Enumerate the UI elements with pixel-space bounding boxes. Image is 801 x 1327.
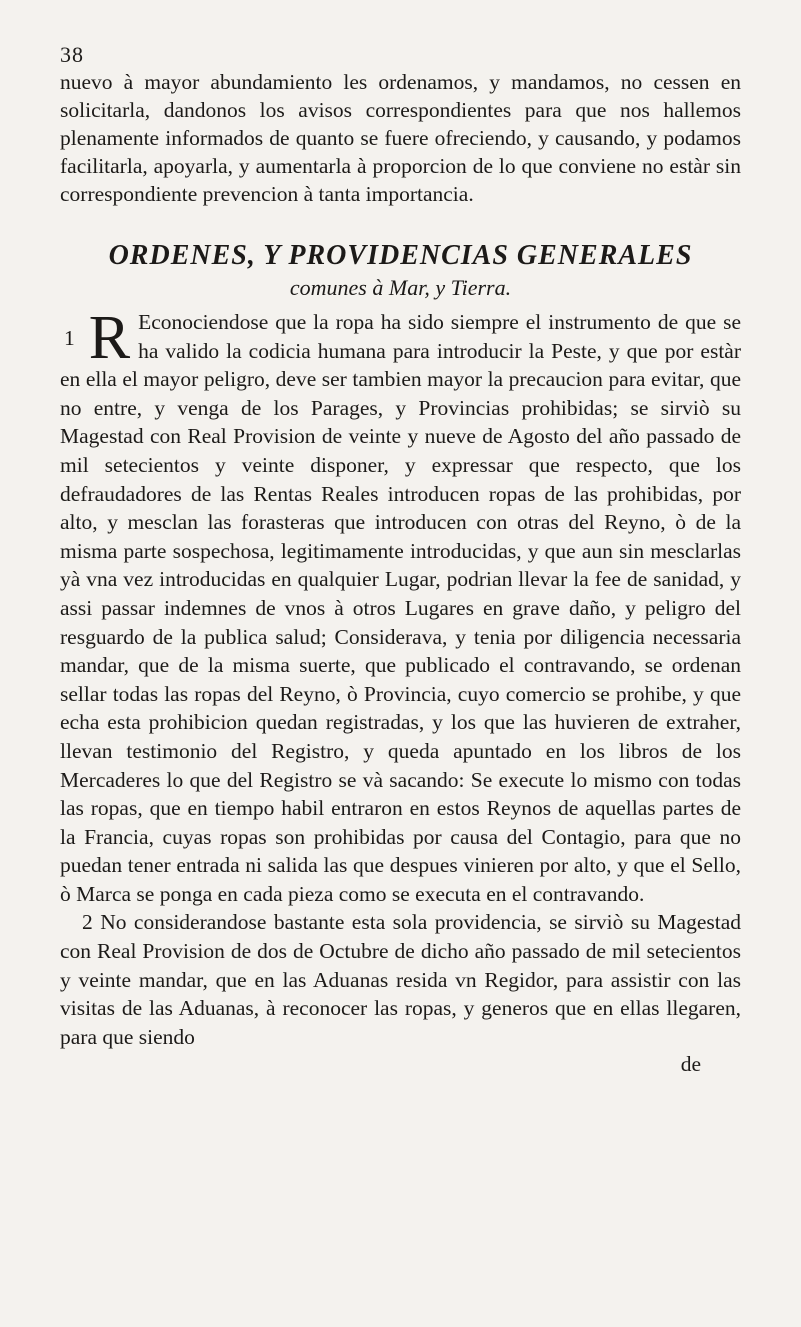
section-heading: ORDENES, Y PROVIDENCIAS GENERALES [108, 240, 693, 271]
section-subheading: comunes à Mar, y Tierra. [289, 275, 512, 300]
intro-paragraph: nuevo à mayor abundamiento les ordenamos, y mandamos, no cessen en solicitarla, dandonos los avisos correspondientes para que nos hallemos plenamente informados de quanto se fuere ofreciendo, y causando, y podamos facilitarla, apoyarla, y aumentarla à proporcion de lo que conviene no estàr sin correspondiente prevencion à tanta importancia. [60, 70, 741, 206]
paragraph-2-number: 2 [82, 910, 93, 935]
drop-cap [64, 304, 131, 372]
catchword: de [680, 1052, 701, 1077]
paragraph-2 [60, 908, 741, 1051]
paragraph-1 [60, 304, 741, 908]
drop-cap-letter: R [88, 304, 131, 372]
page-number: 38 [60, 42, 84, 67]
paragraph-1-number: 1 [64, 326, 75, 350]
paragraph-2-text: No considerandose bastante esta sola providencia, se sirviò su Magestad con Real Provision de dos de Octubre de dicho año passado de mil setecientos y veinte mandar, que en las Aduanas resida vn Regidor, para assistir con las visitas de las Aduanas, à reconocer las ropas, y generos que en ellas llegaren, para que siendo [60, 910, 741, 1049]
paragraph-1-text: Econociendose que la ropa ha sido siempre el instrumento de que se ha valido la codicia humana para introducir la Peste, y que por estàr en ella el mayor peligro, deve ser tambien mayor la precaucion para evitar, que no entre, y venga de los Parages, y Provincias prohibidas; se sirviò su Magestad con Real Provision de veinte y nueve de Agosto del año passado de mil setecientos y veinte disponer, y expressar que respecto, que los defraudadores de las Rentas Reales introducen ropas de las prohibidas, por alto, y mesclan las forasteras que introducen con otras del Reyno, ò de la misma parte sospechosa, legitimamente introducidas, y que aun sin mesclarlas yà vna vez introducidas en qualquier Lugar, podrian llevar la fee de sanidad, y assi passar indemnes de vnos à otros Lugares en grave daño, y peligro del resguardo de la publica salud; Considerava, y tenia por diligencia necessaria mandar, que de la misma suerte, que publicado el contravando, se ordenan sellar todas las ropas del Reyno, ò Provincia, cuyo comercio se prohibe, y que echa esta prohibicion quedan registradas, y los que las huvieren de extraher, llevan testimonio del Registro, y queda apuntado en los libros de los Mercaderes lo que del Registro se và sacando: Se execute lo mismo con todas las ropas, que en tiempo habil entraron en estos Reynos de aquellas partes de la Francia, cuyas ropas son prohibidas por causa del Contagio, para que no puedan tener entrada ni salida las que despues vinieren por alto, y que el Sello, ò Marca se ponga en cada pieza como se executa en el contravando. [60, 310, 741, 906]
